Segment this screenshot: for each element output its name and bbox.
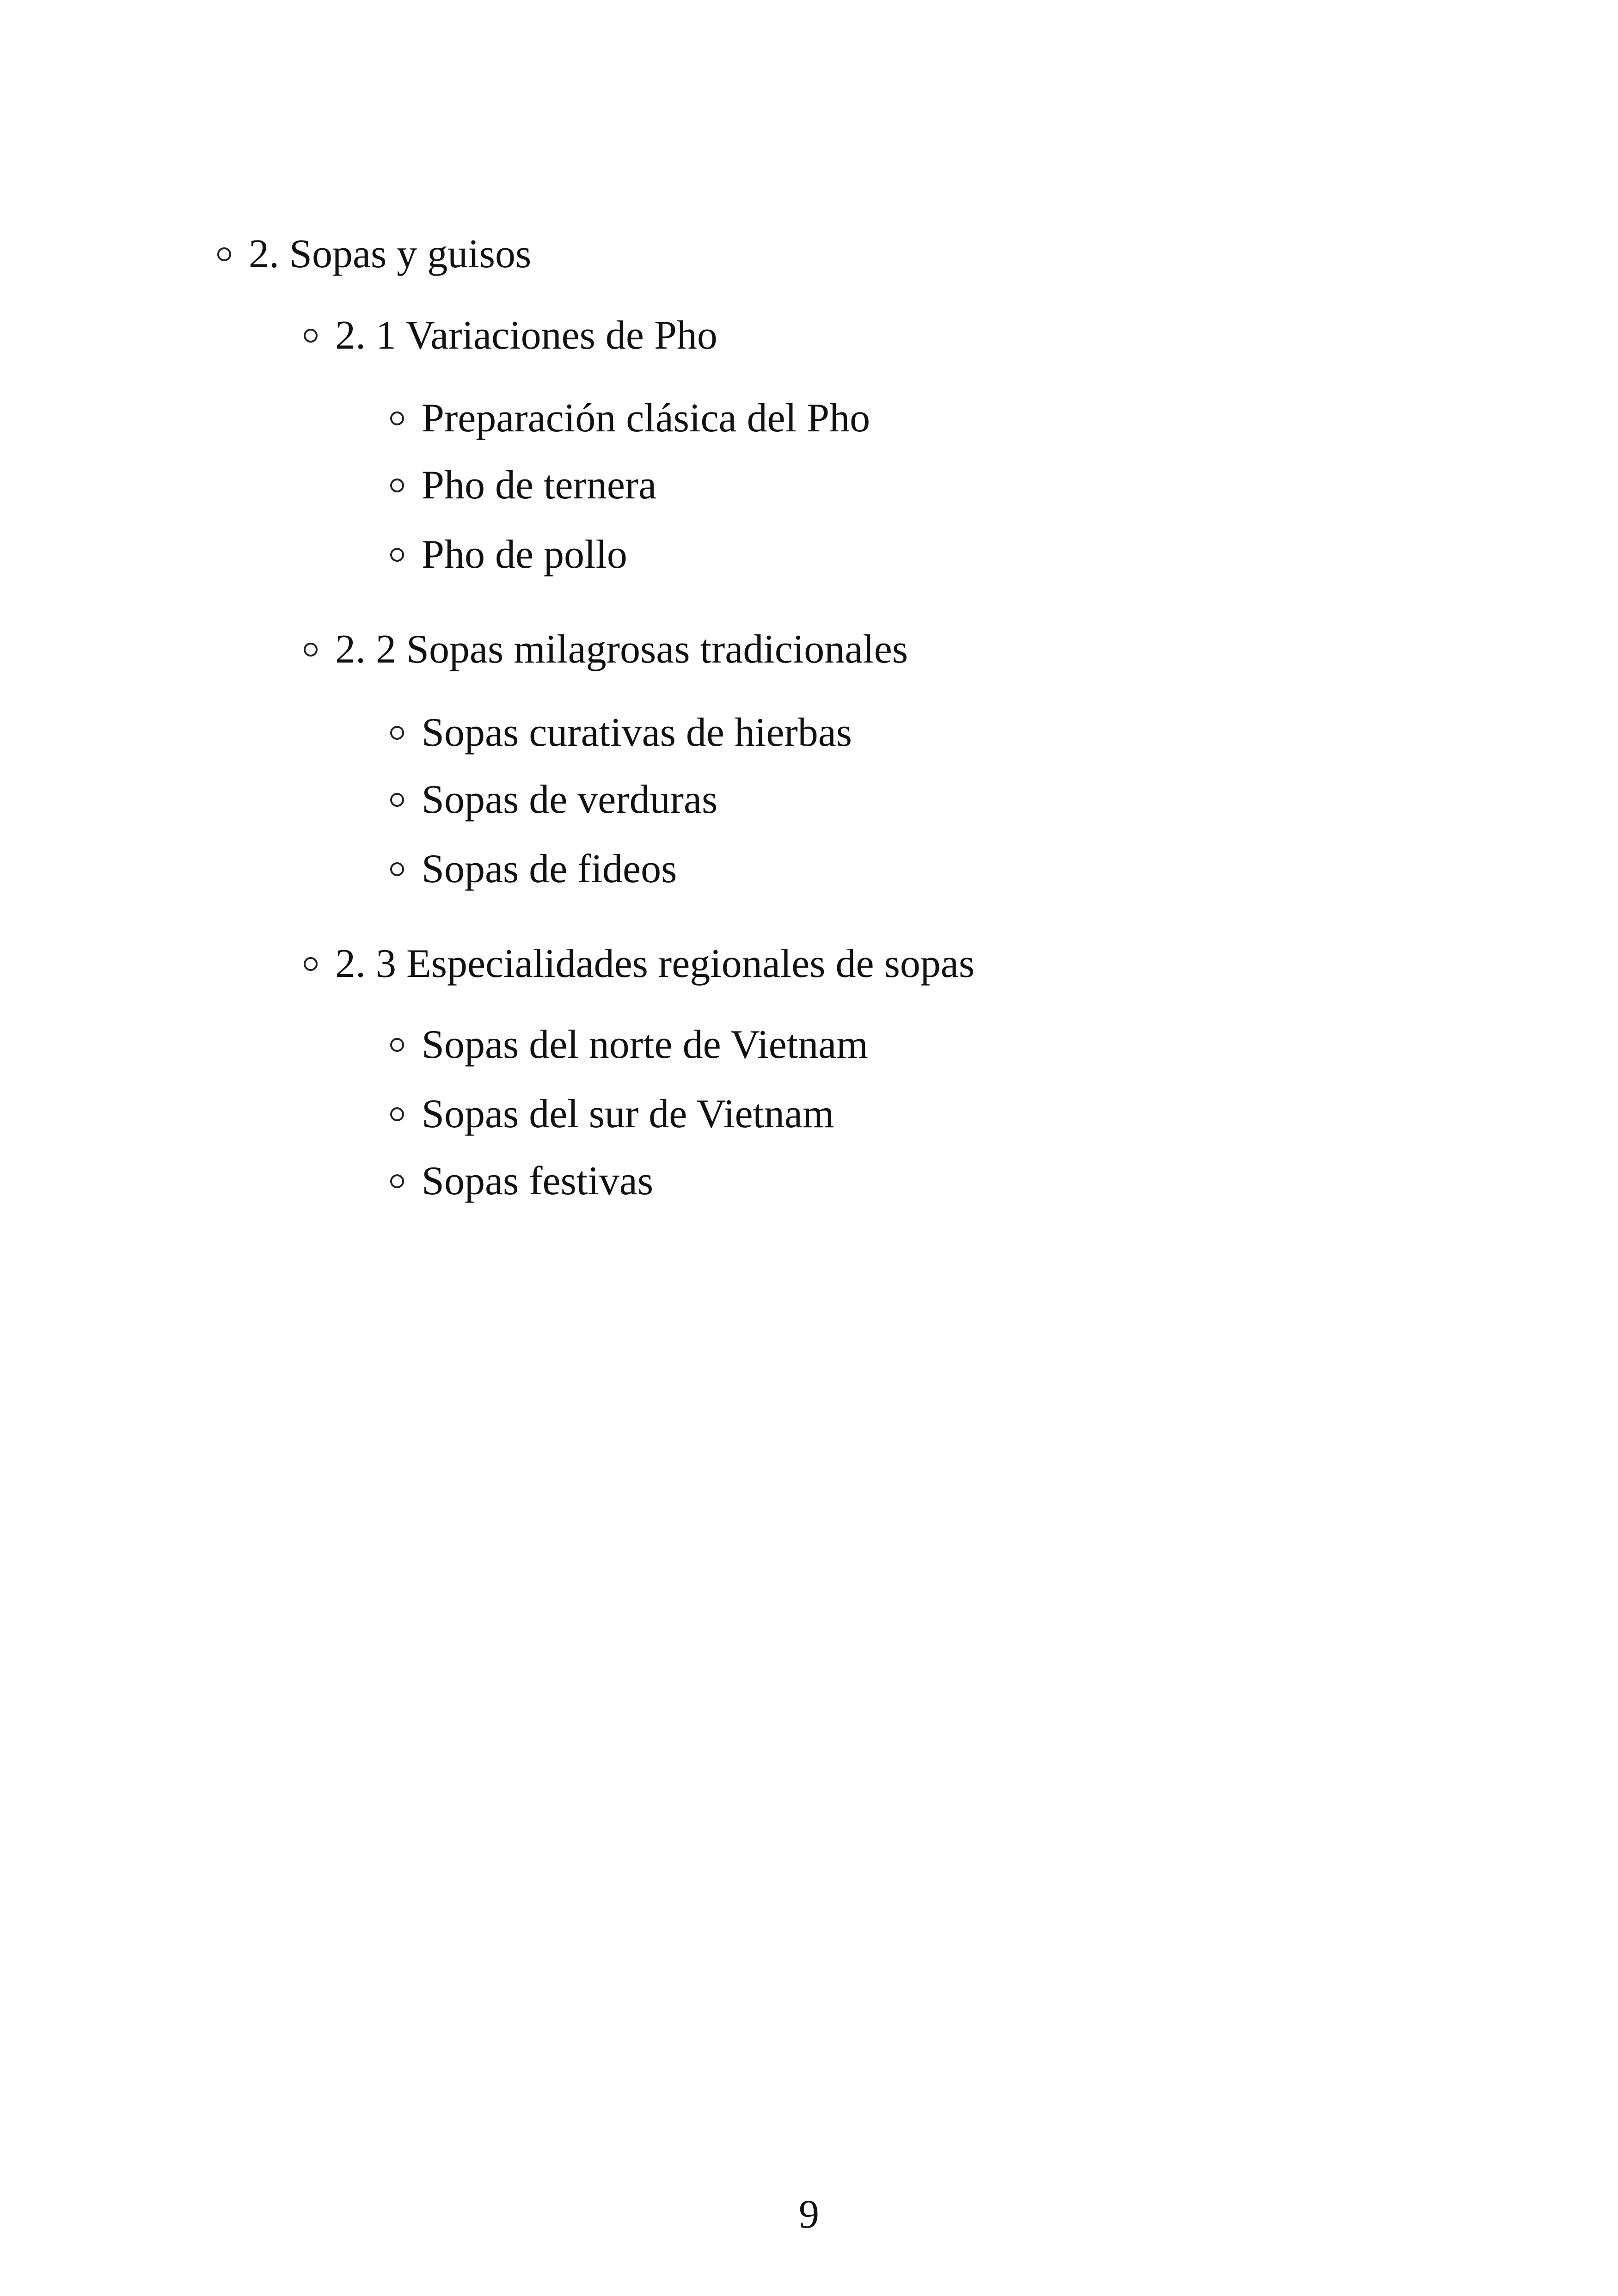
section-title: 2. Sopas y guisos: [249, 232, 532, 276]
list-item: [390, 462, 656, 509]
list-item: [390, 532, 627, 578]
list-item-label: Sopas de fideos: [422, 847, 677, 891]
circle-bullet-icon: [304, 643, 318, 657]
list-item: [390, 777, 717, 823]
list-item: [390, 1022, 868, 1068]
circle-bullet-icon: [217, 247, 231, 261]
list-item-label: Sopas de verduras: [422, 777, 718, 822]
circle-bullet-icon: [390, 862, 404, 876]
subsection-title: 2. 1 Variaciones de Pho: [335, 313, 717, 358]
subsection-title: 2. 3 Especialidades regionales de sopas: [335, 941, 975, 986]
list-item-label: Pho de ternera: [422, 463, 657, 508]
circle-bullet-icon: [390, 793, 404, 807]
circle-bullet-icon: [390, 548, 404, 562]
list-item-label: Sopas festivas: [422, 1159, 654, 1203]
list-item-label: Sopas curativas de hierbas: [422, 710, 852, 755]
circle-bullet-icon: [304, 329, 318, 343]
list-item: [390, 710, 852, 756]
list-item-label: Sopas del norte de Vietnam: [422, 1022, 868, 1067]
list-item: [390, 846, 677, 892]
list-item-label: Sopas del sur de Vietnam: [422, 1092, 834, 1136]
page-number: 9: [799, 2192, 819, 2237]
circle-bullet-icon: [390, 479, 404, 492]
list-item-label: Pho de pollo: [422, 532, 627, 577]
list-item: [390, 1158, 653, 1204]
list-item-subsection: [304, 941, 974, 987]
subsection-title: 2. 2 Sopas milagrosas tradicionales: [335, 627, 908, 672]
circle-bullet-icon: [304, 957, 318, 971]
circle-bullet-icon: [390, 411, 404, 425]
list-item-subsection: [304, 313, 717, 359]
circle-bullet-icon: [390, 1174, 404, 1188]
list-item-subsection: [304, 626, 908, 673]
circle-bullet-icon: [390, 726, 404, 740]
list-item-label: Preparación clásica del Pho: [422, 396, 870, 441]
list-item: [390, 1091, 834, 1137]
circle-bullet-icon: [390, 1107, 404, 1121]
list-item-section: [217, 231, 531, 277]
list-item: [390, 395, 870, 442]
circle-bullet-icon: [390, 1038, 404, 1052]
